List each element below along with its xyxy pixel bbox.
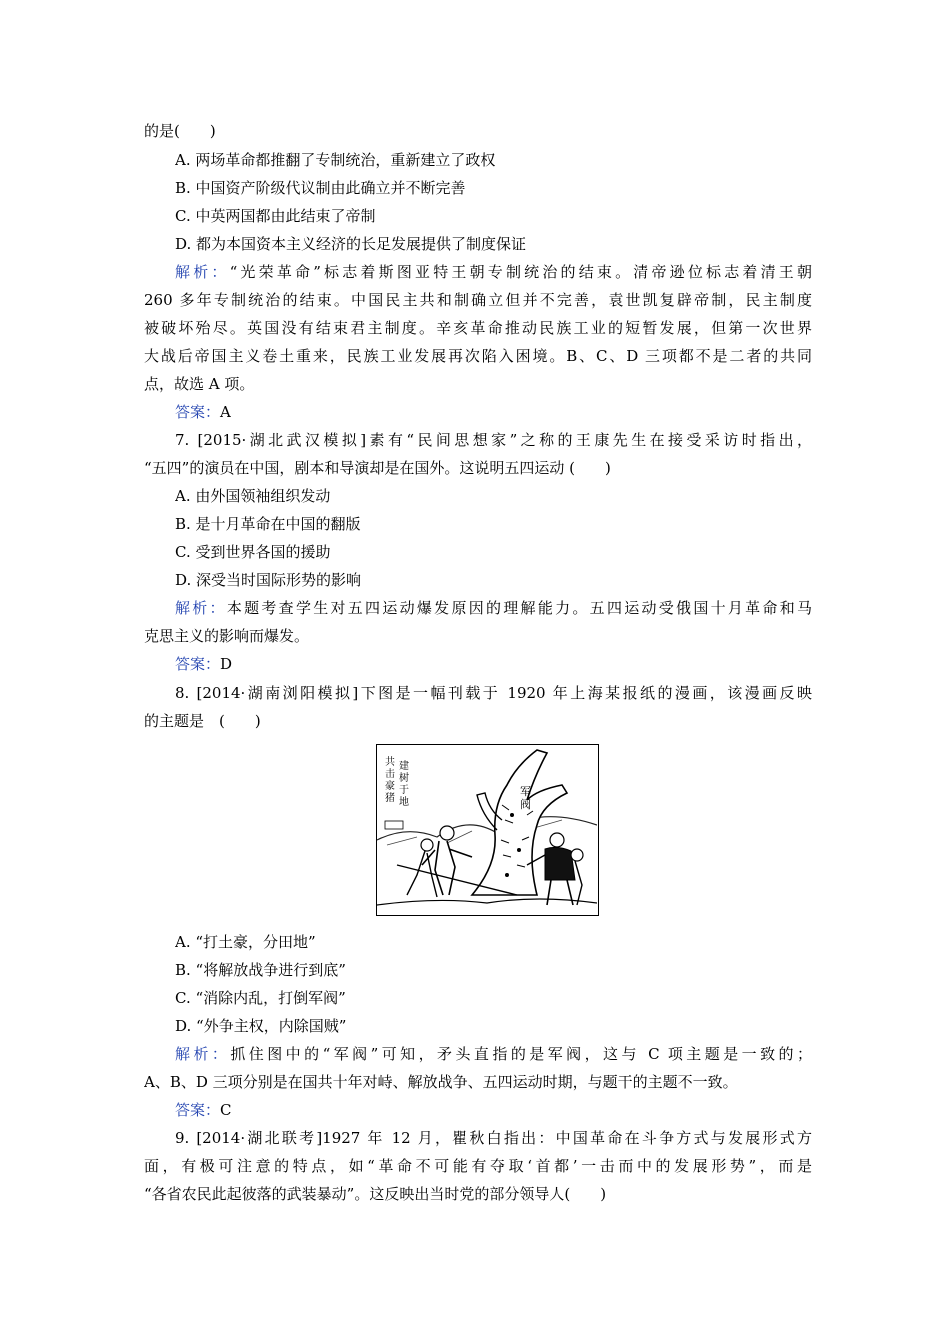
q6-analysis-line-1 xyxy=(175,262,812,282)
cartoon-illustration xyxy=(377,745,597,914)
bark-spot-2 xyxy=(517,848,521,852)
hills-outline xyxy=(377,817,597,840)
q7-answer-value: D xyxy=(220,655,233,673)
q7-answer-label: 答案： xyxy=(175,655,221,673)
bark-spot-3 xyxy=(505,873,509,877)
q6-analysis-line-2: 260 多年专制统治的结束。中国民主共和制确立但并不完善，袁世凯复辟帝制，民主制度 xyxy=(144,291,812,309)
q7-option-c: C. 受到世界各国的援助 xyxy=(175,543,331,561)
q6-option-b: B. 中国资产阶级代议制由此确立并不断完善 xyxy=(175,179,466,197)
q8-answer-value: C xyxy=(220,1101,232,1119)
q6-analysis-text-1: “光荣革命”标志着斯图亚特王朝专制统治的结束。清帝逊位标志着清王朝 xyxy=(229,263,812,281)
caption-seal xyxy=(385,821,403,829)
q7-analysis-line-2: 克思主义的影响而爆发。 xyxy=(144,627,310,645)
side-caption-glyphs: 共击豪猪 建树于地 xyxy=(385,757,409,808)
q6-analysis-line-5: 点，故选 A 项。 xyxy=(144,375,255,393)
q9-stem-line-2: 面，有极可注意的特点，如“革命不可能有夺取‘首都’一击而中的发展形势”，而是 xyxy=(144,1157,812,1175)
q7-analysis-text-1: 本题考查学生对五四运动爆发原因的理解能力。五四运动受俄国十月革命和马 xyxy=(226,599,812,617)
q6-answer-label: 答案： xyxy=(175,403,221,421)
q7-option-b: B. 是十月革命在中国的翻版 xyxy=(175,515,361,533)
q6-analysis-line-4: 大战后帝国主义卷土重来，民族工业发展再次陷入困境。B、C、D 三项都不是二者的共同 xyxy=(144,347,812,365)
q8-analysis-label: 解析： xyxy=(175,1045,231,1063)
q6-answer-value: A xyxy=(220,403,231,421)
q7-stem-line-1: 7. [2015·湖北武汉模拟]素有“民间思想家”之称的王康先生在接受采访时指出， xyxy=(175,431,812,449)
q6-answer xyxy=(175,402,812,422)
q6-stem-tail: 的是( ) xyxy=(144,122,216,140)
q8-option-c: C. “消除内乱，打倒军阀” xyxy=(175,989,346,1007)
q6-option-c: C. 中英两国都由此结束了帝制 xyxy=(175,207,376,225)
q7-option-a: A. 由外国领袖组织发动 xyxy=(175,487,331,505)
q7-answer xyxy=(175,654,812,674)
q7-analysis-line-1 xyxy=(175,598,812,618)
q8-option-d: D. “外争主权，内除国贼” xyxy=(175,1017,347,1035)
q6-option-a: A. 两场革命都推翻了专制统治，重新建立了政权 xyxy=(175,151,496,169)
q6-option-d: D. 都为本国资本主义经济的长足发展提供了制度保证 xyxy=(175,235,527,253)
ground-line xyxy=(377,899,597,905)
q8-answer-label: 答案： xyxy=(175,1101,221,1119)
side-caption xyxy=(385,755,409,829)
q6-analysis-label: 解析： xyxy=(175,263,230,281)
cartoon-figure xyxy=(376,744,599,916)
q8-option-a: A. “打土豪，分田地” xyxy=(175,933,316,951)
q6-analysis-line-3: 被破坏殆尽。英国没有结束君主制度。辛亥革命推动民族工业的短暂发展，但第一次世界 xyxy=(144,319,812,337)
q7-option-d: D. 深受当时国际形势的影响 xyxy=(175,571,362,589)
q7-analysis-label: 解析： xyxy=(175,599,227,617)
q8-analysis-line-2: A、B、D 三项分别是在国共十年对峙、解放战争、五四运动时期，与题干的主题不一致。 xyxy=(144,1073,738,1091)
q8-stem-line-2: 的主题是 ( ) xyxy=(144,712,261,730)
q8-analysis-text-1: 抓住图中的“军阀”可知，矛头直指的是军阀，这与 C 项主题是一致的； xyxy=(230,1045,812,1063)
q9-stem-line-3: “各省农民此起彼落的武装暴动”。这反映出当时党的部分领导人( ) xyxy=(144,1185,607,1203)
q8-option-b: B. “将解放战争进行到底” xyxy=(175,961,346,979)
q9-stem-line-1: 9. [2014·湖北联考]1927 年 12 月，瞿秋白指出：中国革命在斗争方式与发展形式方 xyxy=(175,1129,812,1147)
q8-answer xyxy=(175,1100,812,1120)
tree-label-1: 军 xyxy=(520,785,531,798)
bark-spot-1 xyxy=(510,813,514,817)
q7-stem-line-2: “五四”的演员在中国，剧本和导演却是在国外。这说明五四运动 ( ) xyxy=(144,459,611,477)
q8-stem-line-1: 8. [2014·湖南浏阳模拟]下图是一幅刊载于 1920 年上海某报纸的漫画，该漫画反映 xyxy=(175,684,812,702)
tree-label-2: 阀 xyxy=(520,798,531,811)
q8-analysis-line-1 xyxy=(175,1044,812,1064)
